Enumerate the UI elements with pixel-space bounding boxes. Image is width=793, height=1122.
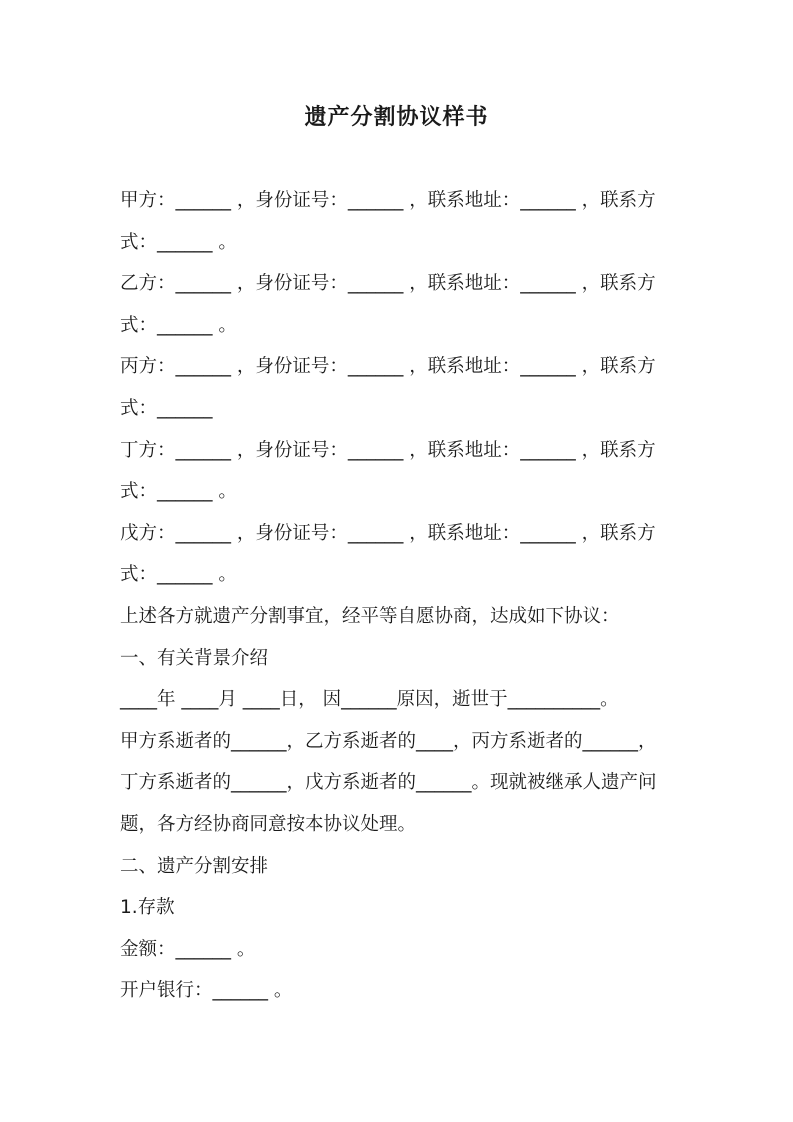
party-a-contact-line: 式：______ 。 <box>120 231 237 253</box>
party-a-line: 甲方：______ ，身份证号：______ ，联系地址：______ ，联系方 <box>120 190 656 211</box>
subheading-deposit: 1.存款 <box>120 897 175 919</box>
party-b-line: 乙方：______ ，身份证号：______ ，联系地址：______ ，联系方 <box>120 273 656 295</box>
party-c-contact-line: 式：______ <box>120 397 213 419</box>
background-relations-line-3: 题，各方经协商同意按本协议处理。 <box>120 813 417 835</box>
background-relations-line-1: 甲方系逝者的______，乙方系逝者的____，丙方系逝者的______， <box>120 730 657 752</box>
deposit-amount-line: 金额：______ 。 <box>120 938 256 960</box>
background-relations-line-2: 丁方系逝者的______，戊方系逝者的______。现就被继承人遗产问 <box>120 772 657 794</box>
document-body <box>120 180 678 1012</box>
party-e-line: 戊方：______ ，身份证号：______ ，联系地址：______ ，联系方 <box>120 522 656 544</box>
background-death-line: ____年 ____月 ____日， 因______原因，逝世于__________。 <box>120 689 619 711</box>
deposit-bank-line: 开户银行：______ 。 <box>120 980 293 1002</box>
agreement-intro: 上述各方就遗产分割事宜，经平等自愿协商，达成如下协议： <box>120 605 620 627</box>
party-c-line: 丙方：______ ，身份证号：______ ，联系地址：______ ，联系方 <box>120 356 656 378</box>
document-title: 遗产分割协议样书 <box>304 105 489 130</box>
party-d-line: 丁方：______ ，身份证号：______ ，联系地址：______ ，联系方 <box>120 439 656 461</box>
section-heading-background: 一、有关背景介绍 <box>120 647 269 669</box>
party-e-contact-line: 式：______ 。 <box>120 564 237 586</box>
section-heading-division: 二、遗产分割安排 <box>120 855 269 877</box>
party-d-contact-line: 式：______ 。 <box>120 481 237 503</box>
party-b-contact-line: 式：______ 。 <box>120 314 237 336</box>
